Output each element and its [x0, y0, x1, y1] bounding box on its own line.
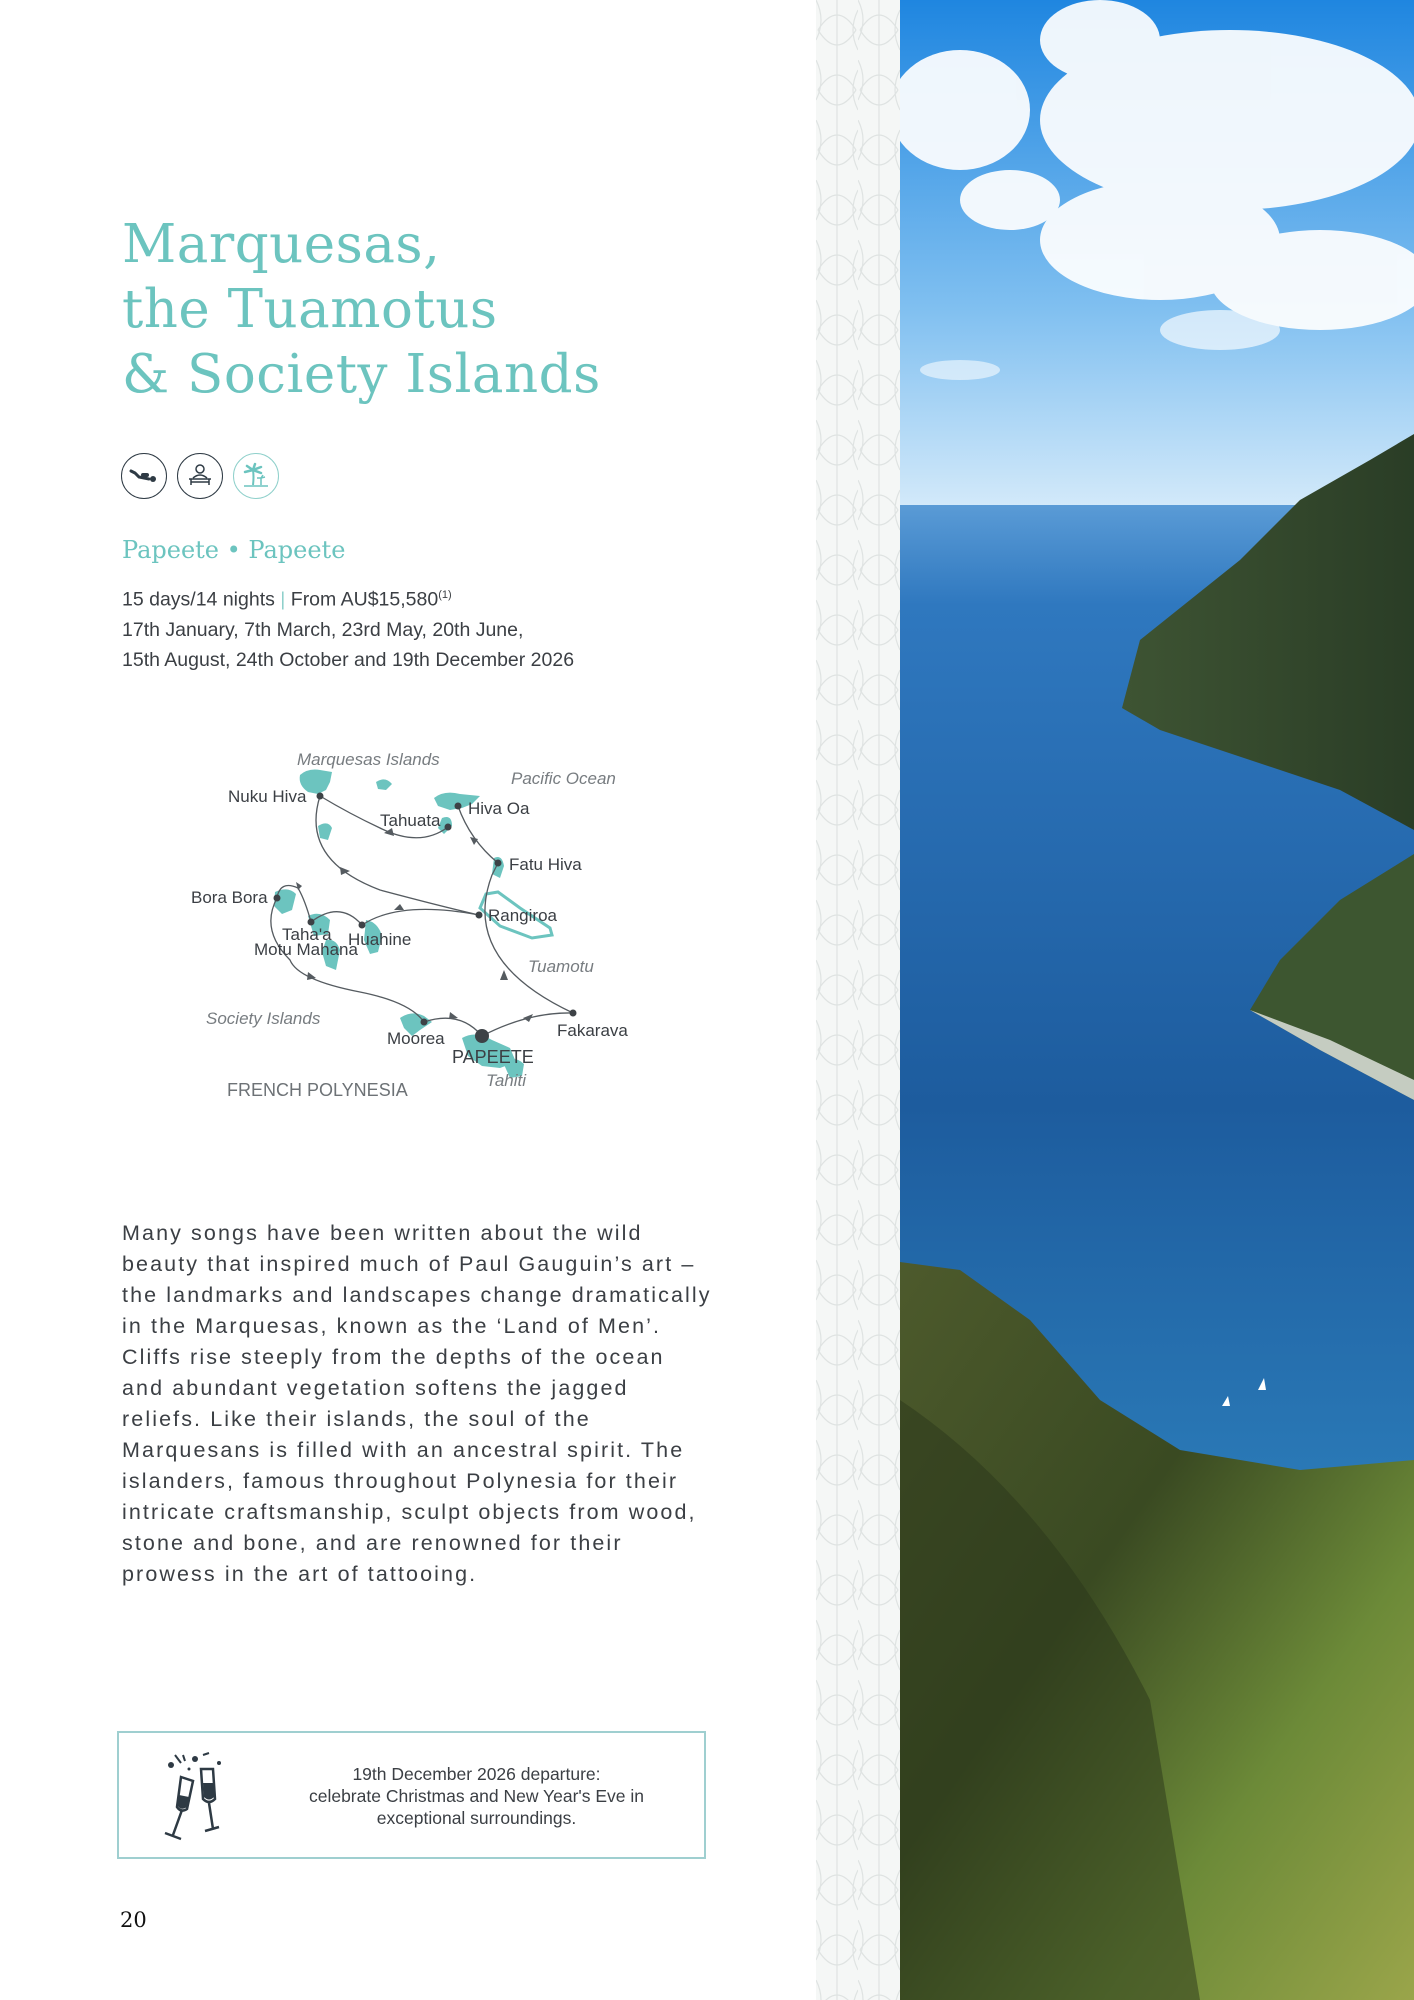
- port-label: Nuku Hiva: [228, 787, 307, 806]
- region-label: Marquesas Islands: [297, 750, 440, 769]
- cruise-info: [122, 580, 574, 675]
- title-line: & Society Islands: [122, 344, 601, 405]
- decorative-leaf-pattern: [816, 0, 900, 2000]
- region-label: Pacific Ocean: [511, 769, 616, 788]
- separator: |: [280, 588, 286, 611]
- duration-price-line: [122, 580, 574, 615]
- island-ua-huka: [318, 823, 332, 840]
- region-label: Tuamotu: [528, 957, 594, 976]
- title-line: Marquesas,: [122, 214, 441, 275]
- port-label: Motu Mahana: [254, 940, 358, 959]
- region-label: Society Islands: [206, 1009, 321, 1028]
- port-label: Taha'a: [282, 925, 332, 944]
- promo-line: exceptional surroundings.: [376, 1808, 577, 1828]
- page-number: 20: [120, 1908, 147, 1932]
- route-heading: Papeete • Papeete: [122, 536, 346, 564]
- route-rangiroa-huahine: [362, 909, 479, 925]
- port-label: Huahine: [348, 930, 412, 949]
- island-bora-bora: [274, 889, 296, 914]
- duration: 15 days/14 nights: [122, 588, 275, 611]
- beach-palm-icon: [233, 453, 279, 499]
- marquesas-cliffs-photo: [900, 0, 1414, 2000]
- departure-dates: 17th January, 7th March, 23rd May, 20th June,: [122, 618, 524, 641]
- promo-line: 19th December 2026 departure:: [352, 1764, 601, 1784]
- price-footnote: (1): [438, 589, 452, 601]
- promo-box: [117, 1731, 706, 1859]
- diving-icon: [121, 453, 167, 499]
- description-text: Many songs have been written about the wild beauty that inspired much of Paul Gauguin’s art – the landmarks and landscapes change dramatically in the Marquesas, known as the ‘Land of Men’. Cliffs rise steeply from the depths of the ocean and abundant vegetation softens the jagged reliefs. Like their islands, the soul of the Marquesans is filled with an ancestral spirit. The islanders, famous throughout Polynesia for their intricate craftsmanship, sculpt objects from wood, stone and bone, and are renowned for their prowess in the art of tattooing.: [122, 1221, 712, 1586]
- port-label: Rangiroa: [488, 906, 557, 925]
- port-label: Tahuata: [380, 811, 441, 830]
- country-label: FRENCH POLYNESIA: [227, 1080, 408, 1100]
- port-label: Fakarava: [557, 1021, 628, 1040]
- title-line: the Tuamotus: [122, 279, 498, 340]
- departure-dates: 15th August, 24th October and 19th December 2026: [122, 648, 575, 671]
- price: From AU$15,580: [290, 588, 439, 611]
- port-label: PAPEETE: [452, 1047, 534, 1067]
- route-borabora-moorea: [271, 898, 424, 1022]
- port-label: Moorea: [387, 1029, 445, 1048]
- port-label: Hiva Oa: [468, 799, 530, 818]
- spa-icon: [177, 453, 223, 499]
- amenity-icons: [121, 453, 279, 499]
- promo-line: celebrate Christmas and New Year's Eve in: [308, 1786, 645, 1806]
- promo-text: [269, 1763, 684, 1829]
- page-title: [122, 212, 601, 407]
- port-label: Fatu Hiva: [509, 855, 582, 874]
- island-ua-pou: [376, 779, 392, 790]
- region-label: Tahiti: [486, 1071, 527, 1090]
- itinerary-map: [180, 730, 660, 1120]
- champagne-glasses-icon: [159, 1749, 229, 1845]
- port-label: Bora Bora: [191, 888, 268, 907]
